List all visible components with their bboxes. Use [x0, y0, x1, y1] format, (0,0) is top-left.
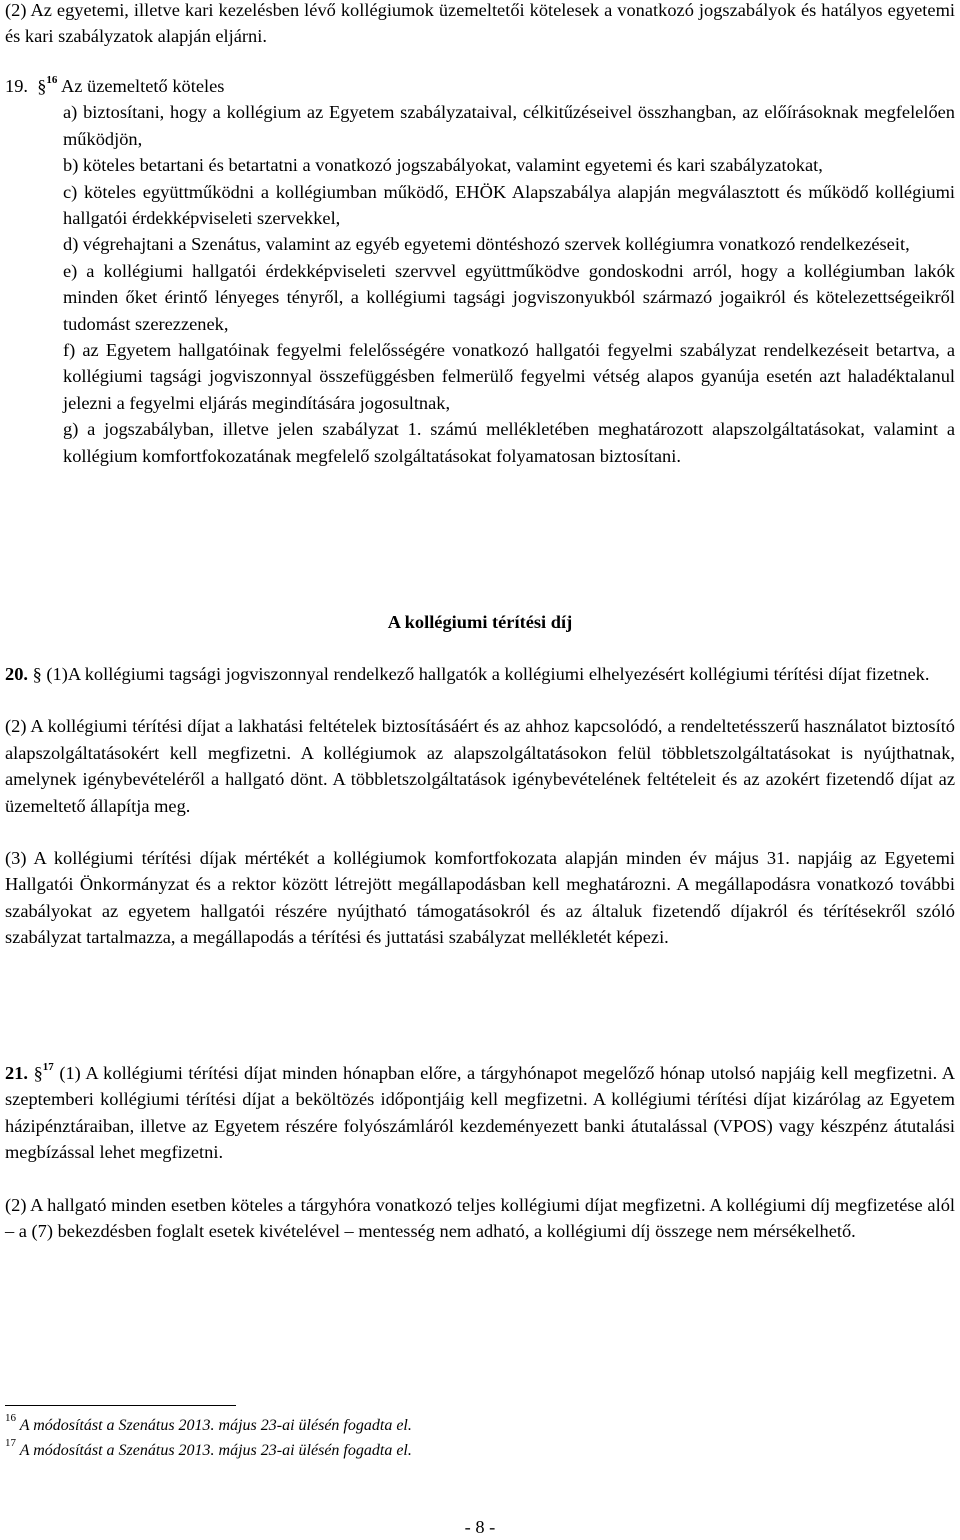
- footnote-number: 16: [5, 1411, 16, 1424]
- list-item: e) a kollégiumi hallgatói érdekképviseleti szervvel együttműködve gondoskodni arról, hogy a kollégiumban lakók minden őket érintő lényeges tényről, a kollégiumi tagsági jogviszonyukból származó jogaikról és kötelezettségeikről tudomást szerezzenek,: [63, 260, 955, 334]
- section-20: [5, 661, 955, 951]
- list-item: c) köteles együttműködni a kollégiumban működő, EHÖK Alapszabálya alapján megválasztott és működő kollégiumi hallgatói érdekképviseleti szervekkel,: [63, 181, 955, 229]
- section-sign: §: [33, 1063, 43, 1083]
- list-item: f) az Egyetem hallgatóinak fegyelmi felelősségére vonatkozó hallgatói fegyelmi szabályzat rendelkezéseit betartva, a kollégiumi tagsági jogviszonnyal összefüggésben felmerülő fegyelmi vétség alapos gyanúja esetén azt haladéktalanul jelezni a fegyelmi eljárás megindítására jogosultnak,: [63, 340, 955, 413]
- section-19-lead-text: Az üzemeltető köteles: [61, 76, 225, 96]
- section-19-lead: [5, 73, 955, 99]
- section-heading: A kollégiumi térítési díj: [387, 612, 573, 632]
- section-19: [5, 73, 955, 469]
- list-item: g) a jogszabályban, illetve jelen szabályzat 1. számú mellékletében meghatározott alapszolgáltatásokat, valamint a kollégium komfortfokozatának megfelelő szolgáltatásokat folyamatosan biztosítani.: [63, 419, 955, 466]
- footnote: [5, 1411, 412, 1436]
- section-21-p1: [5, 1060, 955, 1166]
- footnote-ref[interactable]: 16: [46, 73, 58, 86]
- section-21: [5, 1060, 955, 1244]
- section-sign: §: [32, 664, 42, 684]
- footnote: [5, 1436, 412, 1461]
- section-sign: §: [37, 76, 47, 96]
- paragraph-operators-duty: (2) Az egyetemi, illetve kari kezelésben lévő kollégiumok üzemeltetői kötelesek a vonatkozó jogszabályok és hatályos egyetemi és kari szabályzatok alapján eljárni.: [5, 0, 955, 47]
- paragraph-text: (1) A kollégiumi térítési díjat minden hónapban előre, a tárgyhónapot megelőző hónap utolsó napjáig kell megfizetni. A szeptemberi kollégiumi térítési díjat a beköltözés időpontjáig kell megfizetni. A kollégiumi térítési díjat kizárólag az Egyetem házipénztáraiban, illetve az Egyetem részére folyószámláról kezdeményezett banki átutalással (VPOS) vagy készpénz átutalási megbízással lehet megfizetni.: [5, 1063, 955, 1163]
- list-item: a) biztosítani, hogy a kollégium az Egyetem szabályzataival, célkitűzéseivel összhangban, az előírásoknak megfelelően működjön,: [63, 102, 955, 149]
- footnote-ref[interactable]: 17: [42, 1060, 54, 1073]
- footnote-divider: [5, 1405, 236, 1406]
- section-20-p3: (3) A kollégiumi térítési díjak mértékét a kollégiumok komfortfokozata alapján minden év május 31. napjáig az Egyetemi Hallgatói Önkormányzat és a rektor között létrejött megállapodásban kell meghatározni. A megállapodásra vonatkozó további szabályokat az egyetem hallgatói részére nyújtható támogatásokról és az általuk fizetendő díjakról és térítésekről szóló szabályzat tartalmazza, a megállapodás a térítési és juttatási szabályzat mellékletét képezi.: [5, 848, 955, 948]
- paragraph-text: (1)A kollégiumi tagsági jogviszonnyal rendelkező hallgatók a kollégiumi elhelyezésért kollégiumi térítési díjat fizetnek.: [46, 664, 930, 684]
- section-number: 19.: [5, 76, 28, 96]
- obligation-list: [5, 99, 955, 469]
- section-20-p2: (2) A kollégiumi térítési díjat a lakhatási feltételek biztosításáért és az ahhoz kapcsolódó, a rendeltetésszerű használatot biztosító alapszolgáltatásokért kell megfizetni. A kollégiumok az alapszolgáltatásokon felül többletszolgáltatásokat is nyújthatnak, amelynek igénybevételéről a hallgató dönt. A többletszolgáltatások igénybevételének feltételeit és az azokért fizetendő díjat az üzemeltető állapítja meg.: [5, 716, 955, 816]
- section-21-p2: (2) A hallgató minden esetben köteles a tárgyhóra vonatkozó teljes kollégiumi díjat megfizetni. A kollégiumi díj megfizetése alól – a (7) bekezdésben foglalt esetek kivételével – mentesség nem adható, a kollégiumi díj összege nem mérsékelhető.: [5, 1194, 955, 1242]
- page-number: - 8 -: [464, 1517, 496, 1537]
- footnote-text: A módosítást a Szenátus 2013. május 23-ai ülésén fogadta el.: [19, 1417, 412, 1434]
- section-number: 21.: [5, 1063, 28, 1083]
- list-item: d) végrehajtani a Szenátus, valamint az egyéb egyetemi döntéshozó szervek kollégiumra vonatkozó rendelkezéseit,: [63, 234, 910, 255]
- list-item: b) köteles betartani és betartatni a vonatkozó jogszabályokat, valamint egyetemi és kari szabályzatokat,: [63, 155, 823, 176]
- section-number: 20.: [5, 664, 28, 684]
- footnote-text: A módosítást a Szenátus 2013. május 23-ai ülésén fogadta el.: [19, 1442, 412, 1459]
- footnote-number: 17: [5, 1436, 16, 1449]
- section-20-p1: [5, 661, 955, 687]
